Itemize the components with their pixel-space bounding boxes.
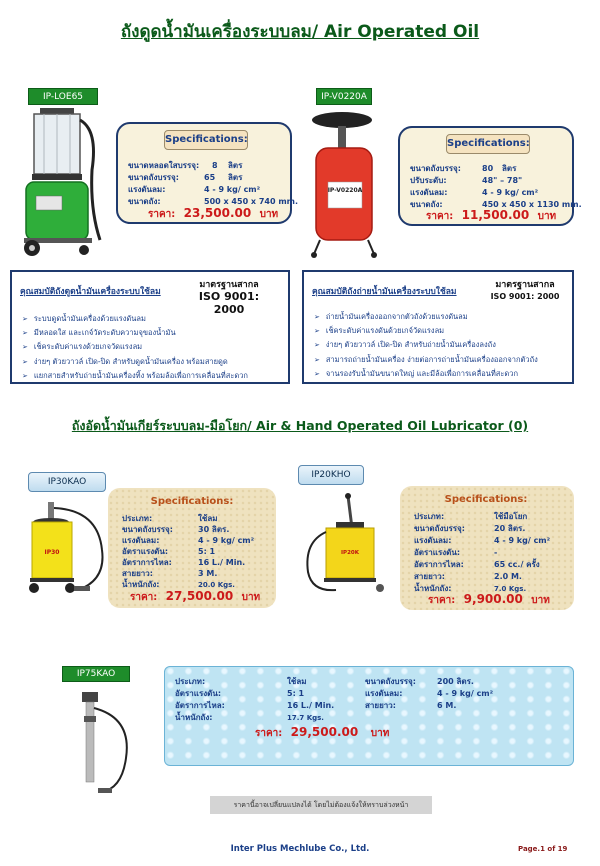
spec-row: อัตราแรงดัน: 5: 1 — [175, 689, 305, 698]
spec-row: อัตราแรงดัน: 5: 1 — [122, 547, 216, 556]
spec-panel — [116, 122, 299, 224]
price: ราคา: 9,900.00 บาท — [428, 592, 550, 606]
spec-row: แรงดันลม: 4 - 9 kg/ cm² — [414, 536, 551, 545]
product-code-badge: IP-LOE65 — [28, 88, 98, 105]
oil-drainer-image — [10, 100, 110, 260]
features-title: คุณสมบัติถังถ่ายน้ำมันเครื่องระบบใช้ลม — [312, 287, 457, 297]
spec-row: ขนาดหลอดใสบรรจุ: 8 ลิตร — [128, 161, 243, 170]
spec-heading: Specifications: — [150, 496, 234, 507]
feature-item: ➢ สามารถถ่ายน้ำมันเครื่อง ง่ายต่อการถ่ายน้ำมันเครื่องออกจากตัวถัง — [314, 353, 538, 367]
spec-row: แรงดันลม: 4 - 9 kg/ cm² — [122, 536, 255, 545]
spec-row: แรงดันลม: 4 - 9 kg/ cm² — [128, 185, 261, 194]
tank-label: IP-V0220A — [327, 187, 363, 194]
spec-row: แรงดันลม: 4 - 9 kg/ cm² — [365, 689, 494, 698]
tank-label: IP20K — [341, 550, 359, 556]
page-title: ถังดูดน้ำมันเครื่องระบบลม/ Air Operated Oil — [120, 22, 480, 42]
spec-panel — [398, 126, 582, 226]
standard-label: มาตรฐานสากล ISO 9001: 2000 — [198, 280, 260, 316]
section-title: ถังอัดน้ำมันเกียร์ระบบลม-มือโยก/ Air & Hand Operated Oil Lubricator (0) — [71, 418, 529, 433]
feature-item: ➢ แยกสายสำหรับถ่ายน้ำมันเครื่องทิ้ง พร้อมล้อเพื่อการเคลื่อนที่สะดวก — [22, 369, 248, 383]
feature-item: ➢ ง่ายๆ ตัวยวาวล์ เปิด-ปิด สำหรับถ่ายน้ำมันเครื่องลงถัง — [314, 338, 538, 352]
feature-item: ➢ ถ่ายน้ำมันเครื่องออกจากตัวถังด้วยแรงดันลม — [314, 310, 538, 324]
feature-item: ➢ ระบบดูดน้ำมันเครื่องด้วยแรงดันลม — [22, 312, 248, 326]
spec-panel — [108, 488, 276, 608]
features-panel — [302, 270, 574, 384]
barrel-pump-image — [62, 688, 142, 798]
spec-row: สายยาว: 2.0 M. — [414, 572, 522, 581]
features-title: คุณสมบัติถังดูดน้ำมันเครื่องระบบใช้ลม — [20, 287, 161, 297]
hand-lubricator-image — [296, 492, 392, 598]
spec-row: ประเภท: ใช้ลม — [175, 677, 307, 686]
spec-row: ปรับระดับ: 48" – 78" — [410, 176, 523, 185]
spec-row: อัตราแรงดัน: - — [414, 548, 498, 557]
tank-label: IP30 — [44, 549, 60, 556]
spec-heading: Specifications: — [446, 134, 530, 154]
spec-row: อัตราการไหล: 16 L./ Min. — [175, 701, 335, 710]
features-list — [314, 310, 538, 381]
spec-row: ประเภท: ใช้ลม — [122, 514, 218, 523]
feature-item: ➢ มีหลอดใส และเกจ์วัดระดับความจุของน้ำมัน — [22, 326, 248, 340]
spec-row: ขนาดถังบรรจุ: 65 ลิตร — [128, 173, 243, 182]
spec-heading: Specifications: — [164, 130, 248, 150]
spec-row: ขนาดถัง: 500 x 450 x 740 mm. — [128, 197, 299, 206]
price: ราคา: 11,500.00 บาท — [426, 208, 557, 222]
feature-item: ➢ จานรองรับน้ำมันขนาดใหญ่ และมีล้อเพื่อการเคลื่อนที่สะดวก — [314, 367, 538, 381]
spec-row: อัตราการไหล: 65 cc./ ครั้ง — [414, 560, 540, 569]
oil-drain-tank-image — [300, 108, 400, 258]
spec-row: อัตราการไหล: 16 L./ Min. — [122, 558, 246, 567]
spec-panel — [164, 666, 574, 766]
spec-row: ขนาดถังบรรจุ: 20 ลิตร. — [414, 524, 526, 533]
spec-row: น้ำหนักถัง: 20.0 Kgs. — [122, 580, 235, 589]
standard-label: มาตรฐานสากล ISO 9001: 2000 — [490, 280, 560, 301]
company-name: Inter Plus Mechlube Co., Ltd. — [230, 844, 370, 854]
features-list — [22, 312, 248, 383]
feature-item: ➢ เช็คระดับค่าแรงดันด้วยเกจ์วัดแรงลม — [314, 324, 538, 338]
feature-item: ➢ เช็คระดับค่าแรงด้วยเกจวัดแรงลม — [22, 340, 248, 354]
page-number: Page.1 of 19 — [518, 845, 568, 853]
spec-row: ขนาดถังบรรจุ: 30 ลิตร. — [122, 525, 230, 534]
spec-row: ขนาดถังบรรจุ: 80 ลิตร — [410, 164, 517, 173]
product-code-badge: IP30KAO — [28, 472, 106, 492]
price-disclaimer: ราคานี้อาจเปลี่ยนแปลงได้ โดยไม่ต้องแจ้งให้ทราบล่วงหน้า — [210, 796, 432, 814]
price: ราคา: 29,500.00 บาท — [255, 725, 390, 739]
spec-row: ขนาดถัง: 450 x 450 x 1130 mm. — [410, 200, 582, 209]
product-code-badge: IP75KAO — [62, 666, 130, 682]
spec-row: แรงดันลม: 4 - 9 kg/ cm² — [410, 188, 539, 197]
spec-row: น้ำหนักถัง: 7.0 Kgs. — [414, 584, 527, 593]
spec-row: ขนาดถังบรรจุ: 200 ลิตร. — [365, 677, 474, 686]
spec-heading: Specifications: — [444, 494, 528, 505]
spec-row: สายยาว: 6 M. — [365, 701, 457, 710]
feature-item: ➢ ง่ายๆ ตัวยวาวล์ เปิด-ปิด สำหรับดูดน้ำมันเครื่อง พร้อมสายดูด — [22, 355, 248, 369]
spec-row: น้ำหนักถัง: 17.7 Kgs. — [175, 713, 324, 722]
spec-row: สายยาว: 3 M. — [122, 569, 218, 578]
price: ราคา: 27,500.00 บาท — [130, 589, 261, 603]
features-panel — [10, 270, 290, 384]
product-code-badge: IP-V0220A — [316, 88, 372, 105]
spec-panel — [400, 486, 574, 610]
spec-row: ประเภท: ใช้มือโยก — [414, 512, 528, 521]
oil-lubricator-image — [18, 500, 114, 600]
price: ราคา: 23,500.00 บาท — [148, 206, 279, 220]
product-code-badge: IP20KHO — [298, 465, 364, 485]
